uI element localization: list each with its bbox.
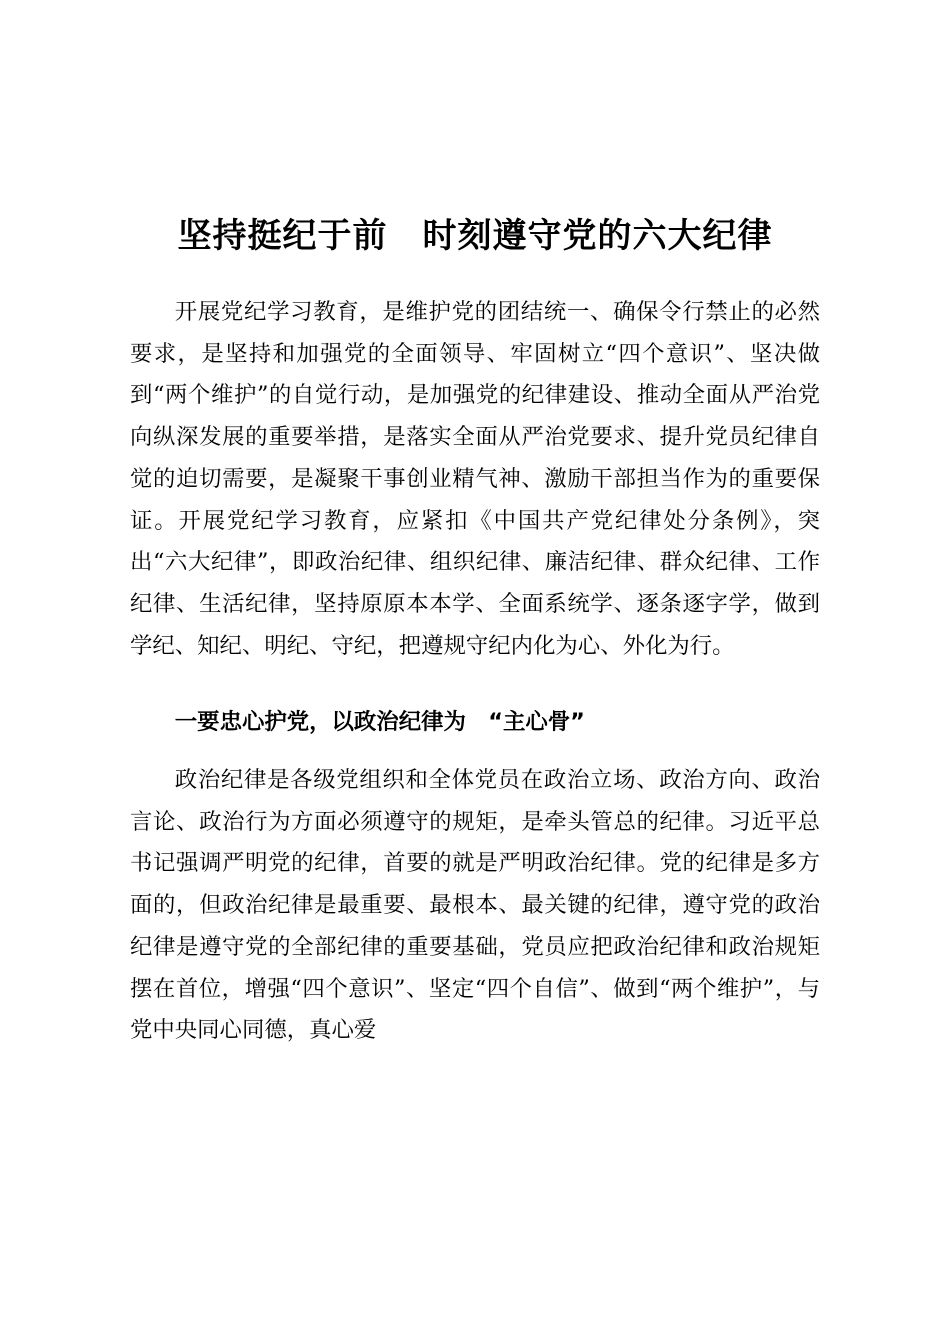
section-paragraph: 政治纪律是各级党组织和全体党员在政治立场、政治方向、政治言论、政治行为方面必须遵守的规矩，是牵头管总的纪律。习近平总书记强调严明党的纪律，首要的就是严明政治纪律。党的纪律是多方面的，但政治纪律是最重要、最根本、最关键的纪律，遵守党的政治纪律是遵守党的全部纪律的重要基础，党员应把政治纪律和政治规矩摆在首位，增强“四个意识”、坚定“四个自信”、做到“两个维护”，与党中央同心同德，真心爱: [130, 767, 820, 1044]
section-heading: 一要忠心护党，以政治纪律为 “主心骨”: [174, 709, 585, 735]
document-title: 坚持挺纪于前 时刻遵守党的六大纪律: [177, 215, 773, 256]
intro-paragraph: 开展党纪学习教育，是维护党的团结统一、确保令行禁止的必然要求，是坚持和加强党的全面领导、牢固树立“四个意识”、坚决做到“两个维护”的自觉行动，是加强党的纪律建设、推动全面从严治党向纵深发展的重要举措，是落实全面从严治党要求、提升党员纪律自觉的迫切需要，是凝聚干事创业精气神、激励干部担当作为的重要保证。开展党纪学习教育，应紧扣《中国共产党纪律处分条例》，突出“六大纪律”，即政治纪律、组织纪律、廉洁纪律、群众纪律、工作纪律、生活纪律，坚持原原本本学、全面系统学、逐条逐字学，做到学纪、知纪、明纪、守纪，把遵规守纪内化为心、外化为行。: [130, 299, 820, 659]
